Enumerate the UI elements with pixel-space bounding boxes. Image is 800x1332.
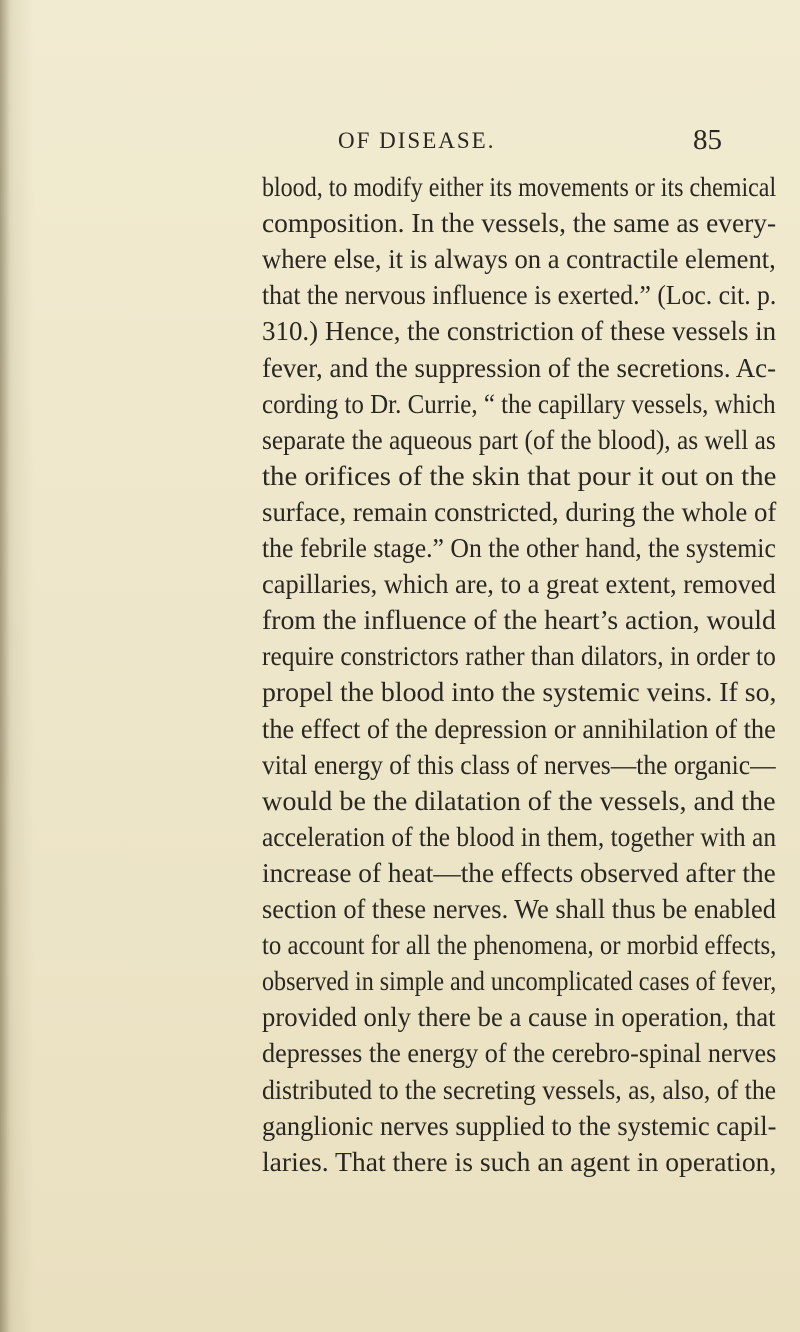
text-line: capillaries, which are, to a great extent, removed <box>262 569 776 600</box>
text-line: surface, remain constricted, during the whole of <box>262 496 777 527</box>
text-line: section of these nerves. We shall thus be enabled <box>262 894 776 924</box>
text-line: that the nervous influence is exerted.” (Loc. cit. p. <box>262 280 777 311</box>
text-line: the effect of the depression or annihilation of the <box>262 713 776 744</box>
text-line: where else, it is always on a contractile element, <box>262 244 776 275</box>
text-line: ganglionic nerves supplied to the systemic capil- <box>262 1110 777 1141</box>
text-line: fever, and the suppression of the secretions. Ac- <box>262 352 777 383</box>
text-line: distributed to the secreting vessels, as, also, of the <box>262 1074 777 1105</box>
text-line: acceleration of the blood in them, together with an <box>262 821 777 852</box>
text-line: separate the aqueous part (of the blood), as well as <box>262 424 776 455</box>
text-line: vital energy of this class of nerves—the organic— <box>262 749 776 780</box>
text-line: to account for all the phenomena, or morbid effects, <box>262 930 777 961</box>
text-line: blood, to modify either its movements or its chemical <box>262 172 777 202</box>
text-line: observed in simple and uncomplicated cases of fever, <box>262 966 777 997</box>
text-line: depresses the energy of the cerebro-spinal nerves <box>262 1038 777 1069</box>
text-line: require constrictors rather than dilators, in order to <box>262 641 776 672</box>
page-number: 85 <box>693 124 722 156</box>
text-line: the febrile stage.” On the other hand, the systemic <box>262 533 776 563</box>
text-line: laries. That there is such an agent in operation, <box>262 1146 777 1177</box>
text-line: propel the blood into the systemic veins. If so, <box>262 677 777 708</box>
text-line: would be the dilatation of the vessels, and the <box>262 785 776 816</box>
running-head <box>0 120 800 160</box>
text-line: cording to Dr. Currie, “ the capillary vessels, which <box>262 388 776 419</box>
running-title: OF DISEASE. <box>338 128 496 153</box>
binding-gutter-shadow <box>0 0 10 1332</box>
text-line: increase of heat—the effects observed after the <box>262 857 776 888</box>
text-line: the orifices of the skin that pour it out on the <box>262 460 777 491</box>
text-line: 310.) Hence, the constriction of these vessels in <box>262 316 777 347</box>
text-line: from the influence of the heart’s action, would <box>262 605 776 636</box>
text-line: provided only there be a cause in operation, that <box>262 1002 776 1033</box>
text-line: composition. In the vessels, the same as every- <box>262 208 777 239</box>
